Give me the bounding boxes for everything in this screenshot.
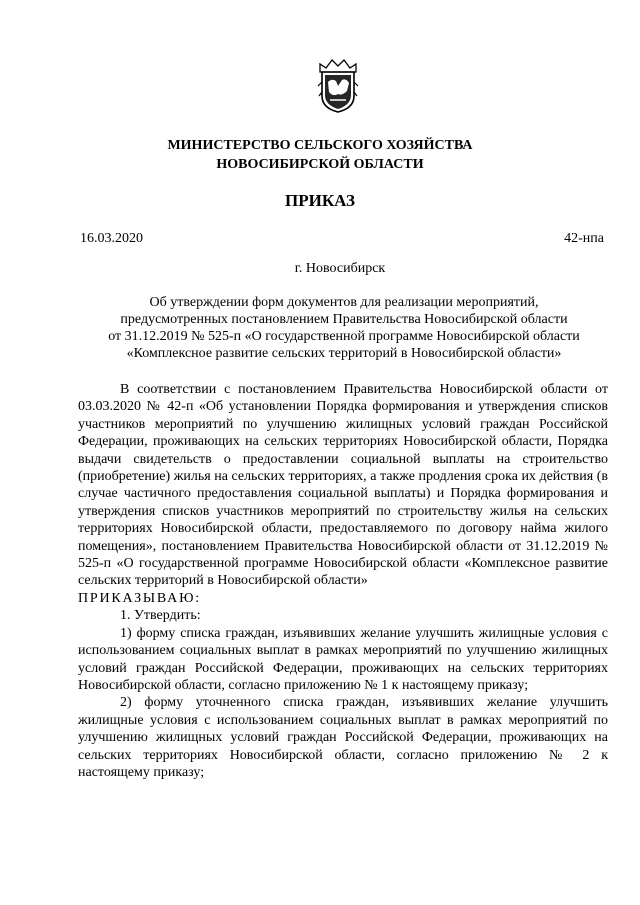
title-line-4: «Комплексное развитие сельских территорий в Новосибирской области» <box>126 346 562 361</box>
title-line-2: предусмотренных постановлением Правительства Новосибирской области <box>120 312 568 327</box>
ministry-name <box>0 136 640 174</box>
document-city: г. Новосибирск <box>294 261 386 276</box>
document-body <box>78 381 608 781</box>
order-word: ПРИКАЗЫВАЮ: <box>78 590 201 606</box>
document-date: 16.03.2020 <box>80 231 143 246</box>
preamble-paragraph: В соответствии с постановлением Правительства Новосибирской области от 03.03.2020 № 42-п «Об установлении Порядка формирования и утверждения списков участников мероприятий по улучшению жилищных условий граждан Российской Федерации, проживающих на сельских территориях Новосибирской области, Порядка выдачи свидетельств о предоставлении социальной выплаты на строительство (приобретение) жилья на сельских территориях, а также продления срока их действия (в случае частичного предоставления социальной выплаты) и Порядка формирования и утверждения списков участников мероприятий по строительству жилья на сельских территориях Новосибирской области, предоставляемого по договору найма жилого помещения», постановлением Правительства Новосибирской области от 31.12.2019 № 525-п «О государственной программе Новосибирской области «Комплексное развитие сельских территорий в Новосибирской области» <box>78 382 608 589</box>
ministry-line-2: НОВОСИБИРСКОЙ ОБЛАСТИ <box>216 157 424 172</box>
document-title <box>80 294 608 362</box>
document-type: ПРИКАЗ <box>285 191 355 210</box>
title-line-3: от 31.12.2019 № 525-п «О государственной программе Новосибирской области <box>108 329 580 344</box>
clause-1-1: 1) форму списка граждан, изъявивших желание улучшить жилищные условия с использованием социальных выплат в рамках мероприятий по улучшению жилищных условий граждан Российской Федерации, проживающих на сельских территориях Новосибирской области, согласно приложению № 1 к настоящему приказу; <box>78 625 608 693</box>
document-number: 42-нпа <box>564 231 604 246</box>
ministry-line-1: МИНИСТЕРСТВО СЕЛЬСКОГО ХОЗЯЙСТВА <box>167 138 473 153</box>
coat-of-arms-icon <box>316 56 360 114</box>
title-line-1: Об утверждении форм документов для реализации мероприятий, <box>149 295 539 310</box>
clause-1: 1. Утвердить: <box>120 608 201 624</box>
clause-1-2: 2) форму уточненного списка граждан, изъявивших желание улучшить жилищные условия с использованием социальных выплат в рамках мероприятий по улучшению жилищных условий граждан Российской Федерации, проживающих на сельских территориях Новосибирской области, согласно приложению № 2 к настоящему приказу; <box>78 695 608 780</box>
